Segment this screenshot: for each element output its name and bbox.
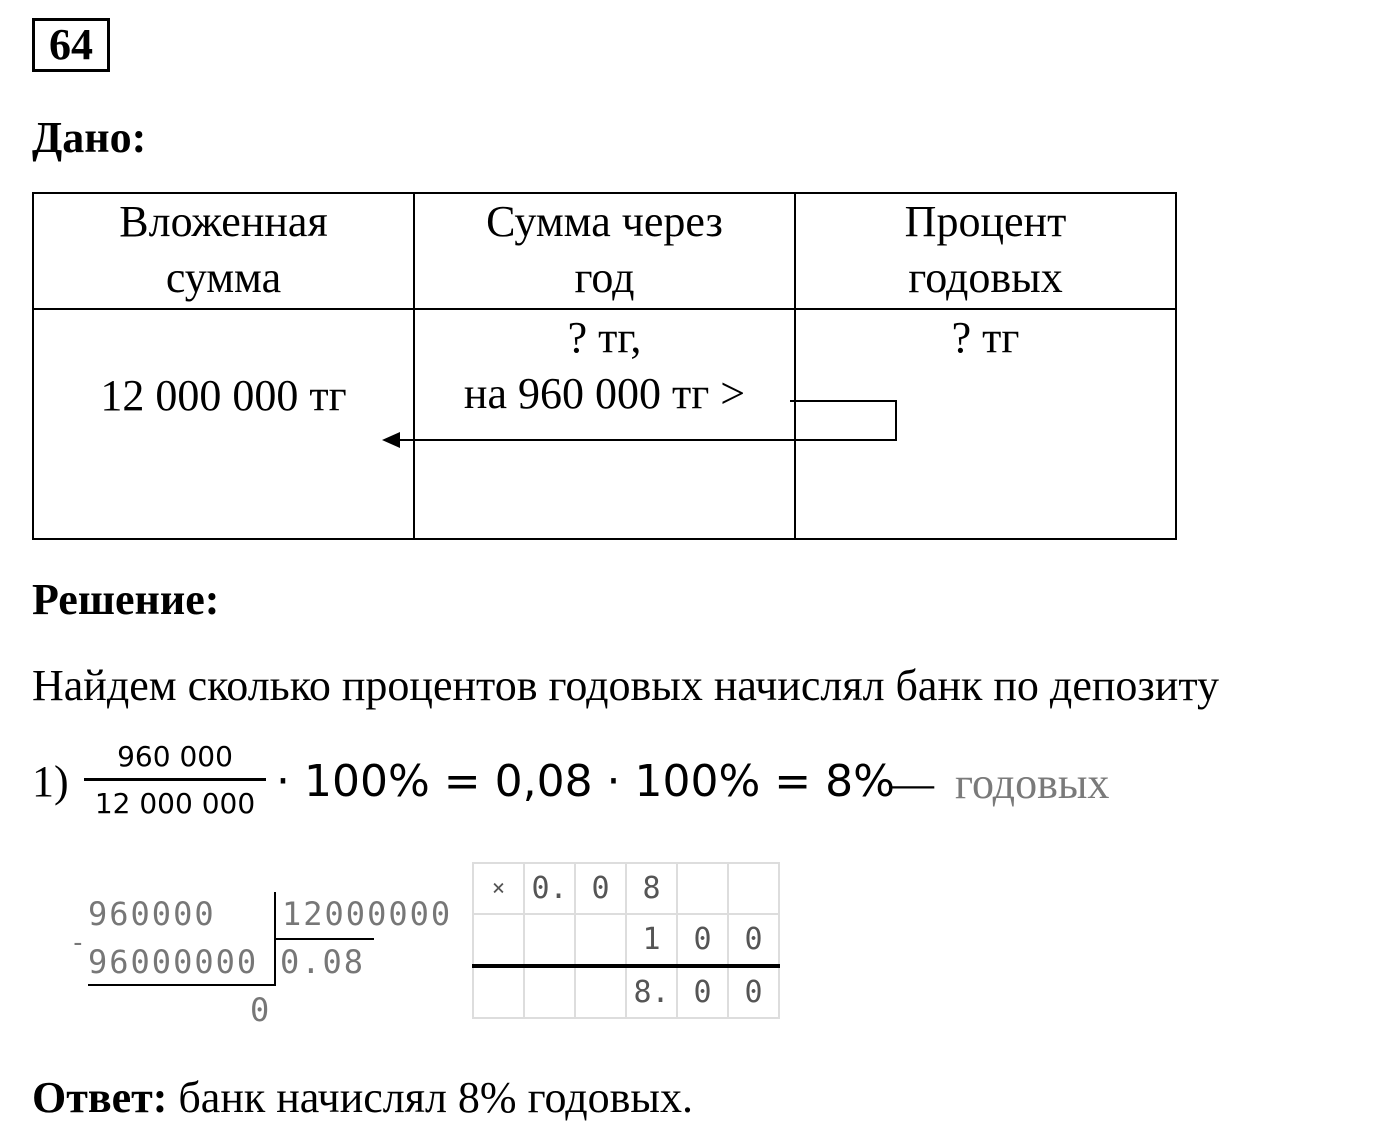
division-divisor: 12000000 <box>282 895 453 933</box>
grid-row <box>473 966 779 1018</box>
value-annual-percent: ? тг <box>795 309 1176 539</box>
answer-label: Ответ: <box>32 1073 168 1122</box>
value-sum-after-year: ? тг, на 960 000 тг > <box>414 309 795 539</box>
solution-text: Найдем сколько процентов годовых начислял банк по депозиту <box>32 661 1219 710</box>
division-remainder: 0 <box>250 991 272 1029</box>
grid-cell: 0 <box>575 863 626 914</box>
step-label: 1) <box>32 757 69 806</box>
grid-cell <box>524 966 575 1018</box>
grid-row <box>473 914 779 966</box>
grid-cell: 0 <box>728 914 779 966</box>
grid-cell: 0 <box>728 966 779 1018</box>
fraction-numerator: 960 000 <box>117 740 233 773</box>
grid-cell <box>728 863 779 914</box>
fraction-denominator: 12 000 000 <box>94 787 256 820</box>
task-number: 64 <box>32 18 110 72</box>
multiplication-grid <box>472 862 780 1019</box>
given-table <box>32 192 1177 540</box>
answer <box>32 1072 693 1124</box>
grid-cell: 0. <box>524 863 575 914</box>
table-header-row <box>33 193 1176 309</box>
grid-cell: 0 <box>677 966 728 1018</box>
table-value-row <box>33 309 1176 539</box>
grid-cell <box>524 914 575 966</box>
division-subtrahend: 96000000 <box>88 943 259 981</box>
step-dash: — <box>890 759 934 808</box>
grid-cell: 8 <box>626 863 677 914</box>
grid-cell <box>575 914 626 966</box>
step-expression: · 100% = 0,08 · 100% = 8% <box>276 756 895 807</box>
grid-cell <box>677 863 728 914</box>
solution-heading: Решение: <box>32 575 220 624</box>
division-quotient: 0.08 <box>280 943 366 981</box>
grid-cell <box>473 914 524 966</box>
fraction <box>84 740 266 821</box>
division-dividend: 960000 <box>88 895 216 933</box>
header-sum-after-year: Сумма через год <box>414 193 795 309</box>
grid-cell-sign: × <box>473 863 524 914</box>
grid-cell: 0 <box>677 914 728 966</box>
division-minus-sign: - <box>70 928 88 958</box>
given-heading: Дано: <box>32 113 147 162</box>
division-quotient-line <box>276 938 374 940</box>
grid-cell: 1 <box>626 914 677 966</box>
grid-cell: 8. <box>626 966 677 1018</box>
answer-text: банк начислял 8% годовых. <box>167 1073 693 1122</box>
fraction-bar <box>84 778 266 781</box>
grid-row <box>473 863 779 914</box>
value-invested-sum: 12 000 000 тг <box>33 309 414 539</box>
grid-cell <box>575 966 626 1018</box>
header-annual-percent: Процент годовых <box>795 193 1176 309</box>
step-tail: годовых <box>955 759 1110 808</box>
division-result-line <box>88 984 276 986</box>
header-invested-sum: Вложенная сумма <box>33 193 414 309</box>
grid-cell <box>473 966 524 1018</box>
